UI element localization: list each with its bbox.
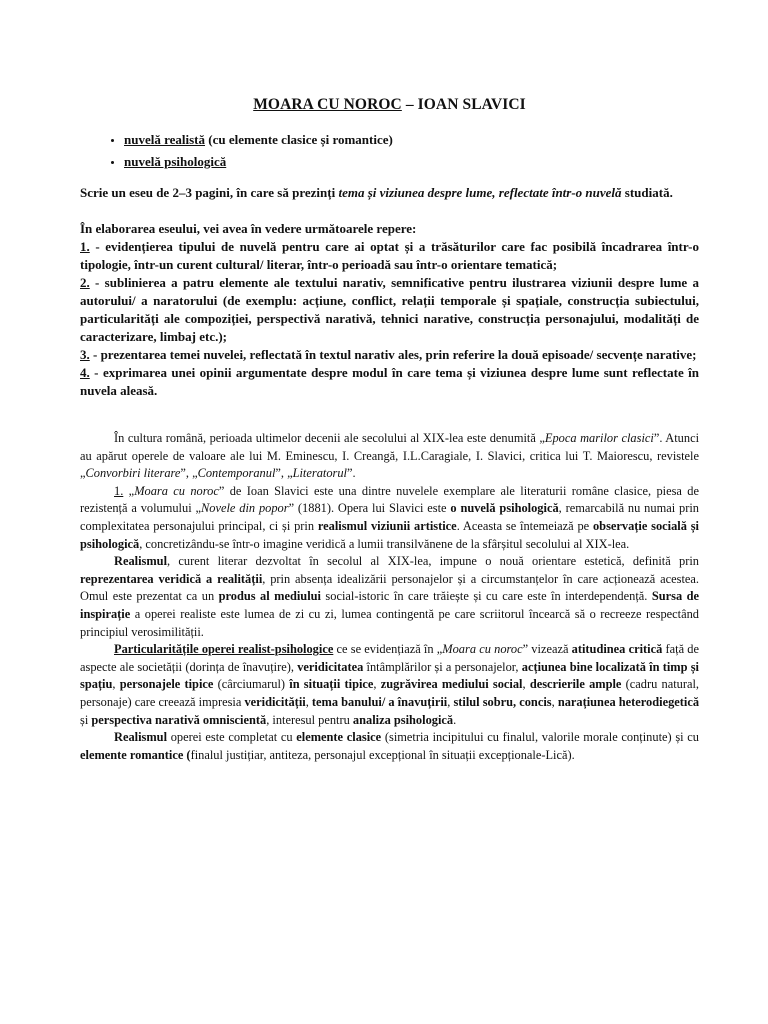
essay-body bbox=[80, 430, 699, 764]
title-author: – IOAN SLAVICI bbox=[401, 96, 526, 113]
page-title bbox=[80, 96, 699, 114]
requirement-item: 1. - evidențierea tipului de nuvelă pentru care ai optat și a trăsăturilor care fac posibilă încadrarea într-o tipologie, într-un curent cultural/ literar, într-o perioadă sau într-o orientare tematică; bbox=[80, 239, 699, 272]
essay-paragraph-3: Realismul, curent literar dezvoltat în secolul al XIX-lea, impune o nouă orientare estetică, definită prin reprezentarea veridică a realității, prin absența idealizării personajelor și a circumstanțelor în care acționează acestea. Omul este prezentat ca un produs al mediului social-istoric în care trăiește și cu care este în interdependență. Sursa de inspirație a operei realiste este lumea de zi cu zi, lumea contingentă pe care scriitorul încearcă să o recreeze respectând principiul verosimilității. bbox=[80, 554, 699, 639]
requirement-item: 4. - exprimarea unei opinii argumentate despre modul în care tema și viziunea despre lume sunt reflectate în nuvela aleasă. bbox=[80, 365, 699, 398]
essay-task: Scrie un eseu de 2–3 pagini, în care să prezinți tema și viziunea despre lume, reflectate într-o nuvelă studiată. bbox=[80, 185, 673, 200]
requirements-intro: În elaborarea eseului, vei avea în vedere următoarele repere: bbox=[80, 221, 417, 236]
essay-paragraph-1: În cultura română, perioada ultimelor decenii ale secolului al XIX-lea este denumită „Epoca marilor clasici”. Atunci au apărut operele de valoare ale lui M. Eminescu, I. Creangă, I.L.Caragiale, I. Slavici, critica lui T. Maiorescu, revistele „Convorbiri literare”, „Contemporanul”, „Literatorul”. bbox=[80, 431, 700, 481]
list-item: • nuvelă psihologică bbox=[124, 154, 699, 170]
essay-paragraph-2: 1. „Moara cu noroc” de Ioan Slavici este una dintre nuvelele exemplare ale literaturii române clasice, piesa de rezistență a volumului „Novele din popor” (1881). Opera lui Slavici este o nuvelă psihologică, remarcabilă nu numai prin complexitatea personajului principal, ci și prin realismul viziunii artistice. Aceasta se întemeiază pe observație socială și psihologică, concretizându-se într-o imagine veridică a lumii transilvănene de la sfârșitul secolului al XIX-lea. bbox=[80, 483, 700, 551]
novel-type-list bbox=[80, 132, 699, 170]
list-item: • nuvelă realistă (cu elemente clasice și romantice) bbox=[124, 132, 699, 148]
requirements bbox=[80, 220, 699, 400]
title-work: MOARA CU NOROC bbox=[253, 96, 402, 113]
requirement-item: 2. - sublinierea a patru elemente ale textului narativ, semnificative pentru ilustrarea viziunii despre lume a autorului/ a naratorului (de exemplu: acțiune, conflict, relații temporale și spațiale, construcția subiectului, particularități ale compoziției, perspectivă narativă, tehnici narative, construcția personajului, modalități de caracterizare, limbaj etc.); bbox=[80, 275, 699, 344]
requirement-item: 3. - prezentarea temei nuvelei, reflectată în textul narativ ales, prin referire la două episoade/ secvențe narative; bbox=[80, 347, 697, 362]
essay-paragraph-4: Particularitățile operei realist-psihologice ce se evidențiază în „Moara cu noroc” vizează atitudinea critică față de aspecte ale societății (dorința de înavuțire), veridicitatea întâmplărilor și a personajelor, acțiunea bine localizată în timp și spațiu, personajele tipice (cârciumarul) în situații tipice, zugrăvirea mediului social, descrierile ample (cadru natural, personaje) care creează impresia veridicității, tema banului/ a înavuțirii, stilul sobru, concis, narațiunea heterodiegetică și perspectiva narativă omniscientă, interesul pentru analiza psihologică. bbox=[80, 642, 700, 727]
essay-paragraph-5: Realismul operei este completat cu elemente clasice (simetria incipitului cu finalul, valorile morale conținute) și cu elemente romantice (finalul justițiar, antiteza, personajul excepțional în situații excepționale-Lică). bbox=[80, 730, 699, 762]
